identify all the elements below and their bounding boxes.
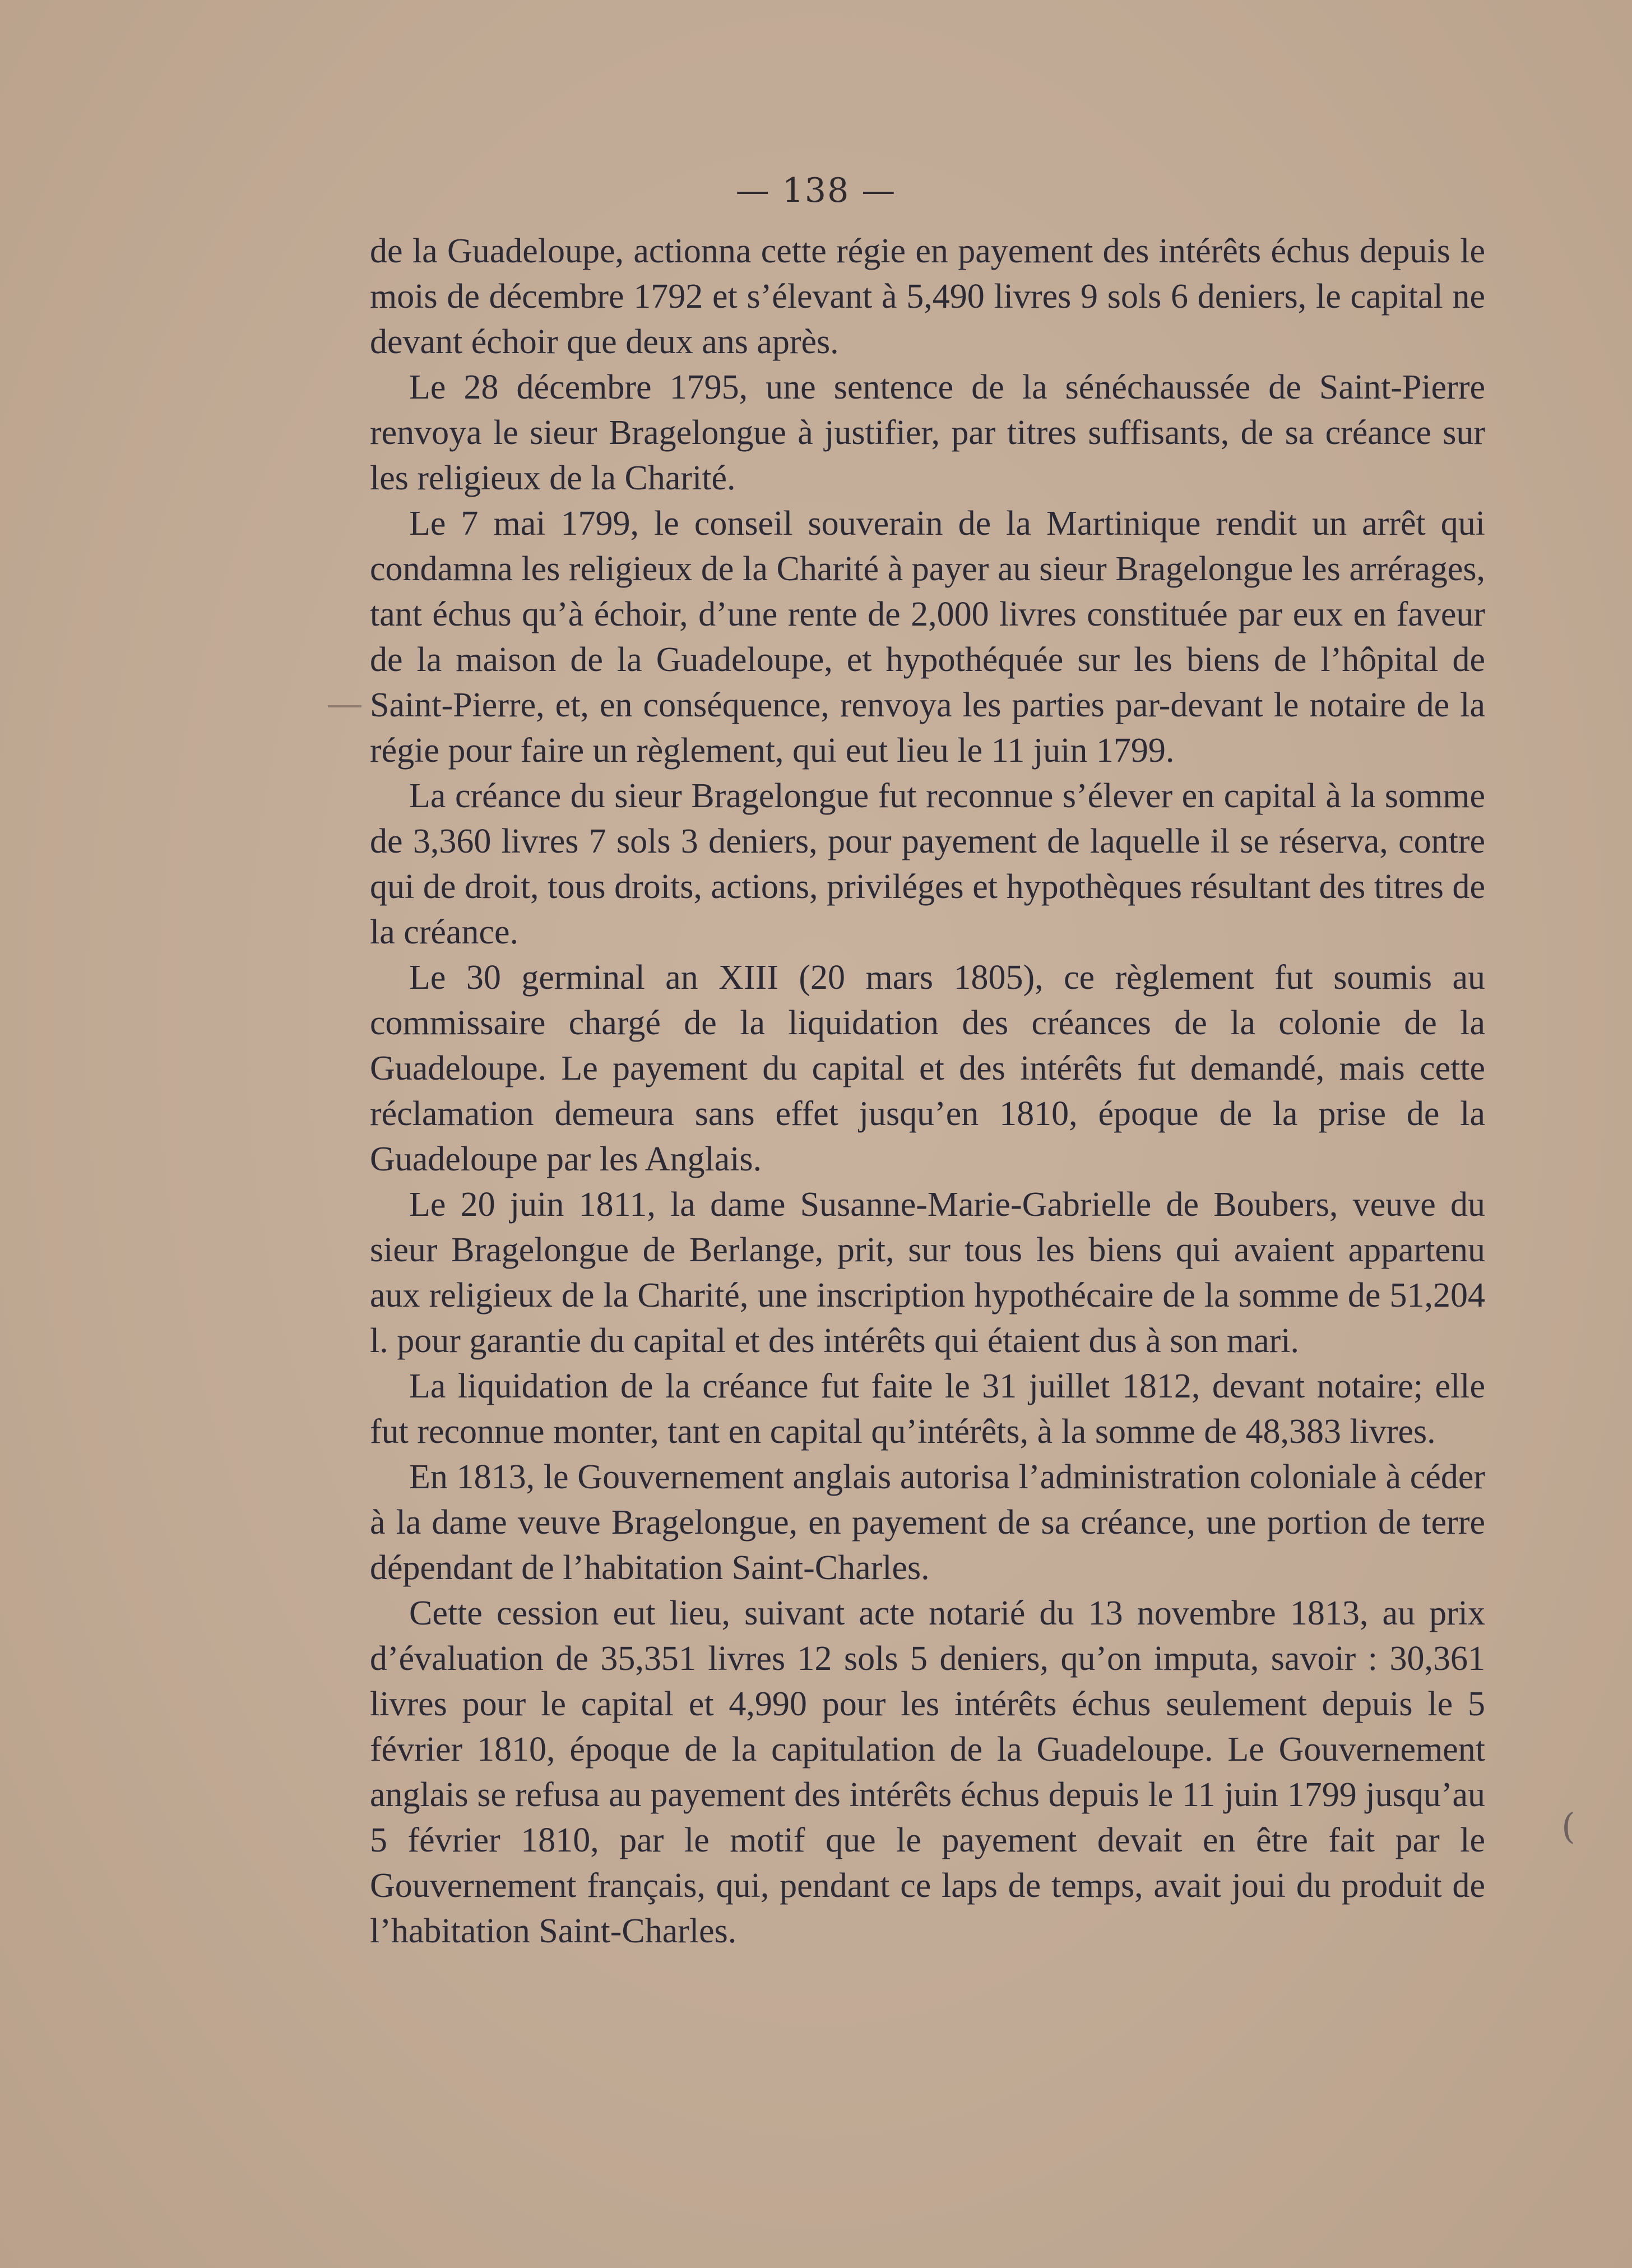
margin-mark (328, 705, 361, 707)
margin-bracket-mark: ( (1561, 1806, 1575, 1848)
page-number: — 138 — (735, 171, 897, 210)
paragraph: Le 30 germinal an XIII (20 mars 1805), ce règlement fut soumis au commissaire chargé de la liquidation des créances de la colonie de la Guadeloupe. Le payement du capital et des intérêts fut demandé, mais cette réclamation demeura sans effet jusqu’en 1810, époque de la prise de la Guadeloupe par les Anglais. (370, 959, 1485, 1178)
body-text (370, 229, 1485, 1954)
paragraph: La liquidation de la créance fut faite le 31 juillet 1812, devant notaire; elle fut reconnue monter, tant en capital qu’intérêts, à la somme de 48,383 livres. (370, 1367, 1485, 1451)
paragraph: Le 28 décembre 1795, une sentence de la sénéchaussée de Saint-Pierre renvoya le sieur Bragelongue à justifier, par titres suffisants, de sa créance sur les religieux de la Charité. (370, 368, 1485, 497)
paragraph: de la Guadeloupe, actionna cette régie en payement des intérêts échus depuis le mois de décembre 1792 et s’élevant à 5,490 livres 9 sols 6 deniers, le capital ne devant échoir que deux ans après. (370, 232, 1485, 361)
paragraph: La créance du sieur Bragelongue fut reconnue s’élever en capital à la somme de 3,360 livres 7 sols 3 deniers, pour payement de laquelle il se réserva, contre qui de droit, tous droits, actions, priviléges et hypothèques résultant des titres de la créance. (370, 777, 1485, 951)
paragraph: Le 7 mai 1799, le conseil souverain de la Martinique rendit un arrêt qui condamna les religieux de la Charité à payer au sieur Bragelongue les arrérages, tant échus qu’à échoir, d’une rente de 2,000 livres constituée par eux en faveur de la maison de la Guadeloupe, et hypothéquée sur les biens de l’hôpital de Saint-Pierre, et, en conséquence, renvoya les parties par-devant le notaire de la régie pour faire un règlement, qui eut lieu le 11 juin 1799. (370, 504, 1485, 770)
paragraph: En 1813, le Gouvernement anglais autorisa l’administration coloniale à céder à la dame veuve Bragelongue, en payement de sa créance, une portion de terre dépendant de l’habitation Saint-Charles. (370, 1458, 1485, 1587)
paragraph: Le 20 juin 1811, la dame Susanne-Marie-Gabrielle de Boubers, veuve du sieur Bragelongue de Berlange, prit, sur tous les biens qui avaient appartenu aux religieux de la Charité, une inscription hypothécaire de la somme de 51,204 l. pour garantie du capital et des intérêts qui étaient dus à son mari. (370, 1186, 1485, 1360)
paragraph: Cette cession eut lieu, suivant acte notarié du 13 novembre 1813, au prix d’évaluation de 35,351 livres 12 sols 5 deniers, qu’on imputa, savoir : 30,361 livres pour le capital et 4,990 pour les intérêts échus seulement depuis le 5 février 1810, époque de la capitulation de la Guadeloupe. Le Gouvernement anglais se refusa au payement des intérêts échus depuis le 11 juin 1799 jusqu’au 5 février 1810, par le motif que le payement devait en être fait par le Gouvernement français, qui, pendant ce laps de temps, avait joui du produit de l’habitation Saint-Charles. (370, 1594, 1485, 1950)
